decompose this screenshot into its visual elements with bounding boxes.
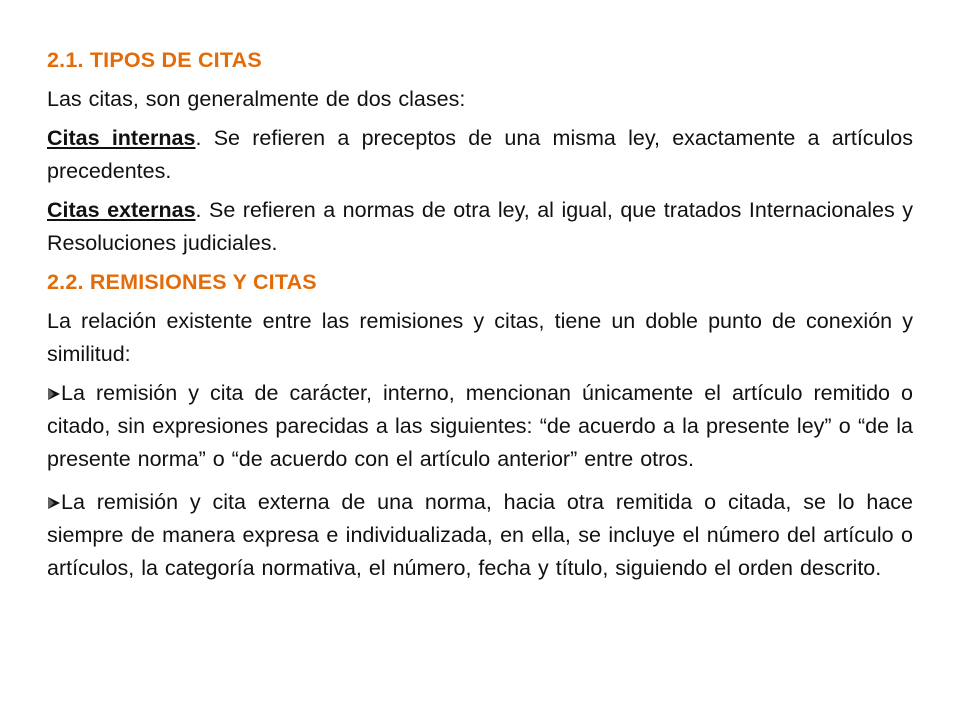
external-citations-paragraph	[47, 194, 913, 260]
internal-citations-text: . Se refieren a preceptos de una misma ley, exactamente a artículos precedentes.	[47, 126, 913, 183]
external-citations-term: Citas externas	[47, 198, 196, 222]
slide-content	[47, 44, 913, 595]
bullet-item	[47, 377, 913, 476]
external-citations-text: . Se refieren a normas de otra ley, al igual, que tratados Internacionales y Resoluciones judiciales.	[47, 198, 913, 255]
internal-citations-paragraph	[47, 122, 913, 188]
bullet-text: La remisión y cita de carácter, interno, mencionan únicamente el artículo remitido o citado, sin expresiones parecidas a las siguientes: “de acuerdo a la presente ley” o “de la presente norma” o “de acuerdo con el artículo anterior” entre otros.	[47, 381, 913, 471]
section-heading-remisiones-y-citas: 2.2. REMISIONES Y CITAS	[47, 270, 317, 294]
internal-citations-term: Citas internas	[47, 126, 196, 150]
intro-paragraph: Las citas, son generalmente de dos clases:	[47, 87, 466, 111]
bullet-item	[47, 486, 913, 585]
relation-paragraph: La relación existente entre las remisiones y citas, tiene un doble punto de conexión y similitud:	[47, 309, 913, 366]
bullet-text: La remisión y cita externa de una norma, hacia otra remitida o citada, se lo hace siempre de manera expresa e individualizada, en ella, se incluye el número del artículo o artículos, la categoría normativa, el número, fecha y título, siguiendo el orden descrito.	[47, 490, 913, 580]
section-heading-tipos-de-citas: 2.1. TIPOS DE CITAS	[47, 48, 262, 72]
arrow-bullet-icon	[47, 496, 61, 510]
arrow-bullet-icon	[47, 387, 61, 401]
